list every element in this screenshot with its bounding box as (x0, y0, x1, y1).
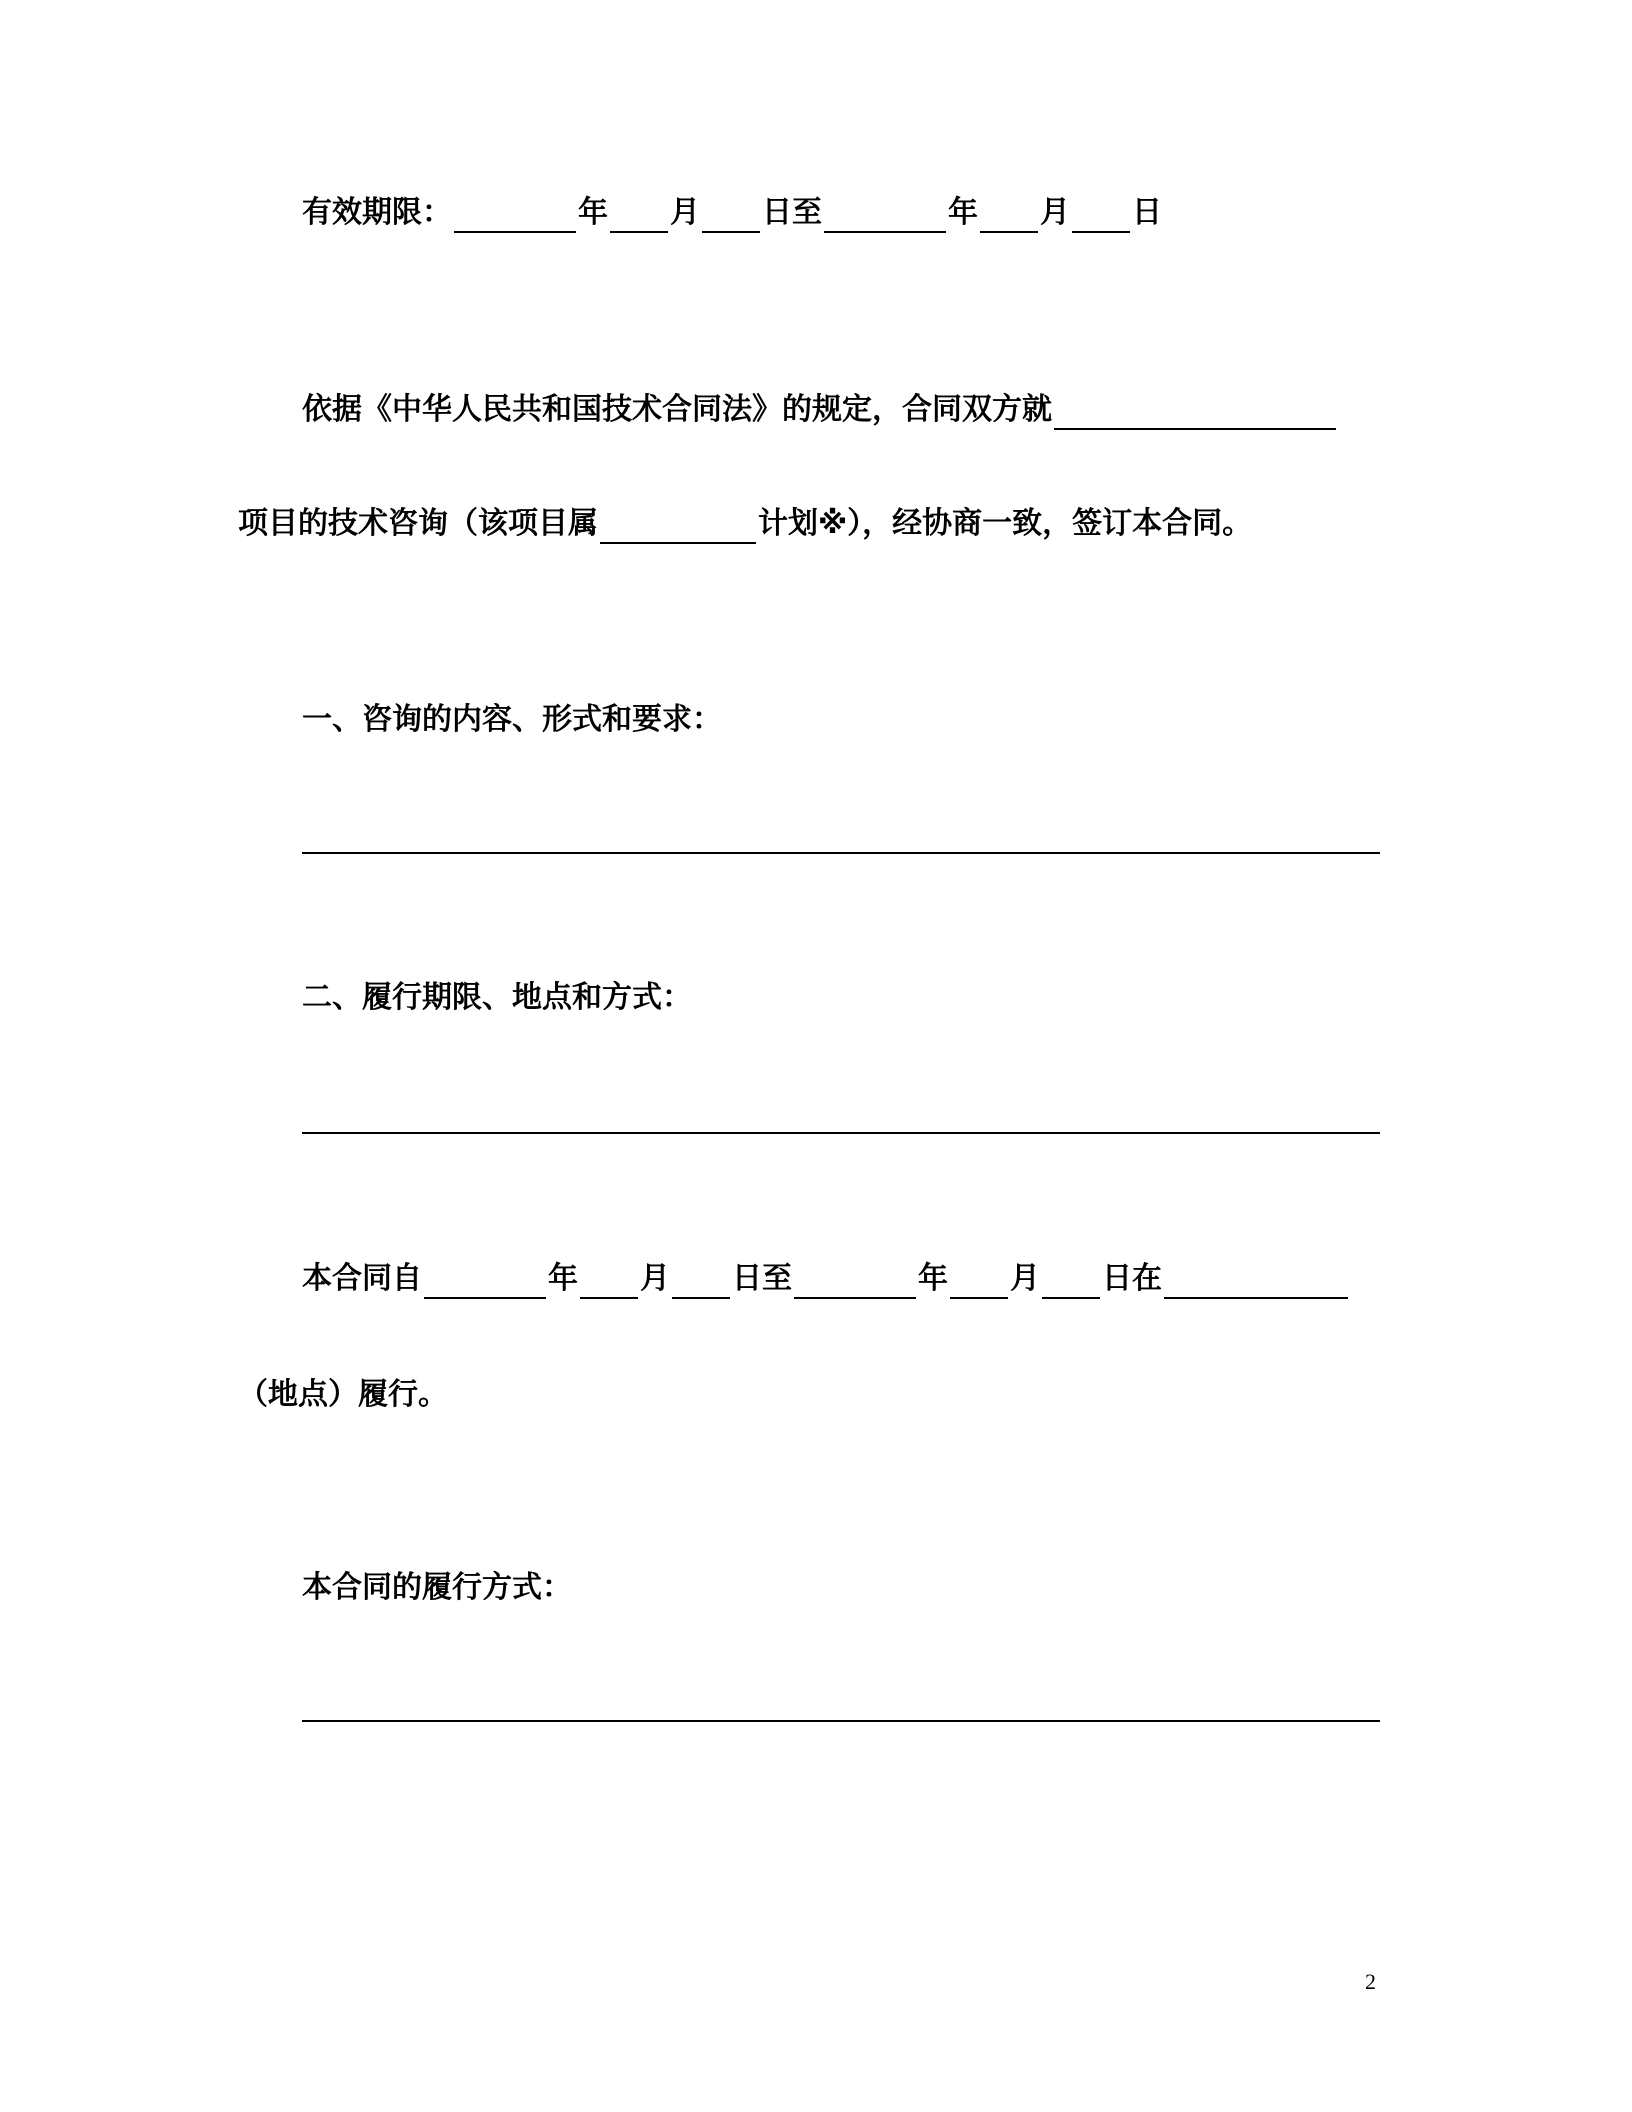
basis-line-1 (302, 390, 1338, 430)
term-end-month-blank[interactable] (950, 1267, 1008, 1299)
term-start-year-blank[interactable] (424, 1267, 546, 1299)
term-start-day-unit: 日至 (732, 1261, 792, 1296)
term-end-day-unit: 日在 (1102, 1261, 1162, 1296)
location-text: （地点）履行。 (238, 1377, 448, 1412)
validity-end-year-unit: 年 (948, 195, 978, 230)
basis-text-1: 依据《中华人民共和国技术合同法》的规定，合同双方就 (302, 392, 1052, 427)
contract-term-line (302, 1259, 1350, 1299)
term-end-day-blank[interactable] (1042, 1267, 1100, 1299)
validity-end-month-blank[interactable] (980, 201, 1038, 233)
term-start-month-unit: 月 (640, 1261, 670, 1296)
validity-end-year-blank[interactable] (824, 201, 946, 233)
validity-start-day-blank[interactable] (702, 201, 760, 233)
method-heading-text: 本合同的履行方式： (302, 1570, 572, 1605)
term-start-day-blank[interactable] (672, 1267, 730, 1299)
validity-period-line (302, 193, 1162, 233)
location-line (238, 1375, 448, 1415)
validity-end-month-unit: 月 (1040, 195, 1070, 230)
project-name-blank[interactable] (1054, 398, 1336, 430)
plan-name-blank[interactable] (600, 512, 756, 544)
validity-start-year-unit: 年 (578, 195, 608, 230)
basis-line-2 (238, 504, 1252, 544)
section-2-heading (302, 978, 692, 1018)
section-1-heading-text: 一、咨询的内容、形式和要求： (302, 702, 722, 737)
section-1-heading (302, 700, 722, 740)
validity-start-month-blank[interactable] (610, 201, 668, 233)
term-end-month-unit: 月 (1010, 1261, 1040, 1296)
term-prefix: 本合同自 (302, 1261, 422, 1296)
validity-start-year-blank[interactable] (454, 201, 576, 233)
basis-text-2b: 计划※），经协商一致，签订本合同。 (758, 506, 1253, 541)
section-2-fill-line[interactable] (302, 1132, 1380, 1134)
page-number: 2 (1365, 1969, 1376, 1994)
term-start-year-unit: 年 (548, 1261, 578, 1296)
validity-start-day-unit: 日至 (762, 195, 822, 230)
validity-end-day-unit: 日 (1132, 195, 1162, 230)
term-end-year-unit: 年 (918, 1261, 948, 1296)
basis-text-2a: 项目的技术咨询（该项目属 (238, 506, 598, 541)
term-end-year-blank[interactable] (794, 1267, 916, 1299)
term-start-month-blank[interactable] (580, 1267, 638, 1299)
method-heading (302, 1568, 572, 1608)
section-2-heading-text: 二、履行期限、地点和方式： (302, 980, 692, 1015)
method-fill-line[interactable] (302, 1720, 1380, 1722)
term-location-blank[interactable] (1164, 1267, 1348, 1299)
validity-start-month-unit: 月 (670, 195, 700, 230)
validity-label: 有效期限： (302, 195, 452, 230)
section-1-fill-line[interactable] (302, 852, 1380, 854)
validity-end-day-blank[interactable] (1072, 201, 1130, 233)
